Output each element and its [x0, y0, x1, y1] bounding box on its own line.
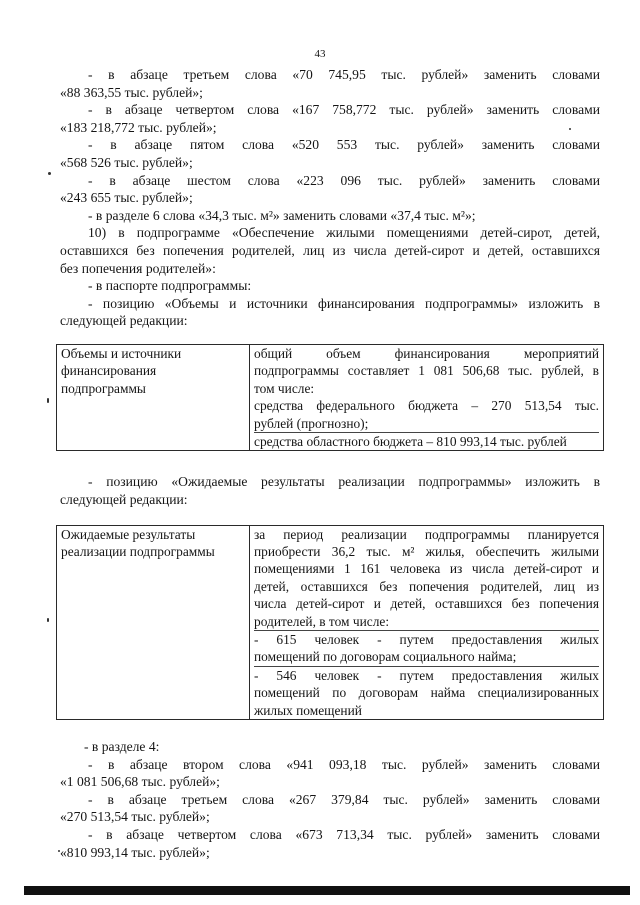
amendment-paragraph: [60, 172, 600, 207]
cell-line: подпрограммы составляет 1 081 506,68 тыс. рублей, в: [254, 363, 599, 379]
amendment-paragraph: [60, 791, 600, 826]
paragraph-line: - в абзаце третьем слова «267 379,84 тыс. рублей» заменить словами: [88, 791, 600, 807]
paragraph-line: «1 081 506,68 тыс. рублей»;: [60, 774, 220, 790]
scan-bottom-edge: [24, 886, 630, 895]
page-number: 43: [314, 48, 326, 60]
position-financing: [60, 295, 600, 330]
scan-speck: [47, 398, 49, 403]
cell-line: помещений по договорам найма специализированных: [254, 685, 599, 701]
section4-line: - в разделе 4:: [84, 739, 160, 754]
passport-line: - в паспорте подпрограммы:: [88, 278, 252, 294]
paragraph-line: - в абзаце четвертом слова «673 713,34 тыс. рублей» заменить словами: [88, 826, 600, 842]
cell-line: общий объем финансирования мероприятий: [254, 345, 599, 361]
paragraph-line: «88 363,55 тыс. рублей»;: [60, 84, 203, 100]
document-body: [60, 66, 600, 861]
table-label-cell: [57, 344, 250, 450]
cell-line: - 546 человек - путем предоставления жилых: [254, 667, 599, 683]
cell-line: реализации подпрограммы: [61, 543, 215, 559]
cell-line: Объемы и источники: [61, 345, 182, 361]
table-row: [57, 525, 604, 719]
table-row: [57, 344, 604, 450]
scan-speck: [47, 618, 49, 622]
paragraph-line: «568 526 тыс. рублей»;: [60, 154, 193, 170]
paragraph-line: «183 218,772 тыс. рублей»;: [60, 119, 217, 135]
paragraph-line: - в абзаце третьем слова «70 745,95 тыс. рублей» заменить словами: [88, 67, 600, 82]
cell-line: том числе:: [254, 380, 315, 396]
financing-table: [56, 344, 604, 451]
paragraph-line: - в абзаце втором слова «941 093,18 тыс. рублей» заменить словами: [88, 756, 600, 772]
table-label-cell: [57, 525, 250, 719]
paragraph-line: - в абзаце шестом слова «223 096 тыс. рублей» заменить словами: [88, 172, 600, 188]
cell-line: помещений по договорам социального найма;: [254, 648, 599, 666]
amendment-paragraph: [60, 826, 600, 861]
cell-line: - 615 человек - путем предоставления жилых: [254, 631, 599, 647]
paragraph-line: следующей редакции:: [60, 491, 188, 507]
cell-line: рублей (прогнозно);: [254, 415, 599, 433]
results-table: [56, 525, 604, 720]
cell-line: средства федерального бюджета – 270 513,54 тыс.: [254, 398, 599, 414]
table-value-cell: [250, 344, 604, 450]
cell-line: финансирования: [61, 363, 157, 379]
paragraph-line: - в абзаце четвертом слова «167 758,772 тыс. рублей» заменить словами: [88, 102, 600, 118]
position-results: [60, 473, 600, 508]
paragraph-line: следующей редакции:: [60, 313, 188, 329]
paragraph-line: «243 655 тыс. рублей»;: [60, 190, 193, 206]
paragraph-line: - в абзаце пятом слова «520 553 тыс. рублей» заменить словами: [88, 137, 600, 153]
cell-line: за период реализации подпрограммы планируется: [254, 526, 599, 542]
cell-line: числа детей-сирот и детей, оставшихся без попечения: [254, 596, 599, 612]
amendment-paragraph: [60, 136, 600, 171]
scan-speck: [48, 172, 51, 175]
paragraph-line: «810 993,14 тыс. рублей»;: [60, 844, 210, 860]
paragraph-line: - позицию «Объемы и источники финансирования подпрограммы» изложить в: [88, 295, 600, 311]
table-value-cell: [250, 525, 604, 719]
amendment-paragraph: [60, 101, 600, 136]
cell-line: средства областного бюджета – 810 993,14 тыс. рублей: [254, 433, 567, 449]
paragraph-line: - позицию «Ожидаемые результаты реализации подпрограммы» изложить в: [88, 474, 600, 490]
cell-line: подпрограммы: [61, 380, 146, 396]
cell-line: жилых помещений: [254, 702, 362, 718]
scan-speck: [58, 850, 60, 852]
item-10: [60, 224, 600, 277]
cell-line: детей, оставшихся без попечения родителей, лиц из: [254, 578, 599, 594]
scan-speck: [569, 128, 571, 130]
paragraph-line: «270 513,54 тыс. рублей»;: [60, 809, 210, 825]
paragraph-line: 10) в подпрограмме «Обеспечение жилыми помещениями детей-сирот, детей,: [88, 225, 600, 241]
paragraph-line: оставшихся без попечения родителей, лиц из числа детей-сирот и детей, оставшихся: [60, 242, 600, 258]
section6-amendment: - в разделе 6 слова «34,3 тыс. м²» заменить словами «37,4 тыс. м²»;: [88, 207, 476, 223]
amendment-paragraph: [60, 756, 600, 791]
cell-line: родителей, в том числе:: [254, 613, 599, 631]
cell-line: приобрести 36,2 тыс. м² жилья, обеспечить жилыми: [254, 543, 599, 559]
cell-line: помещениями 1 161 человека из числа детей-сирот и: [254, 561, 599, 577]
amendment-paragraph: [60, 66, 600, 101]
cell-line: Ожидаемые результаты: [61, 526, 196, 542]
paragraph-line: без попечения родителей»:: [60, 260, 216, 276]
